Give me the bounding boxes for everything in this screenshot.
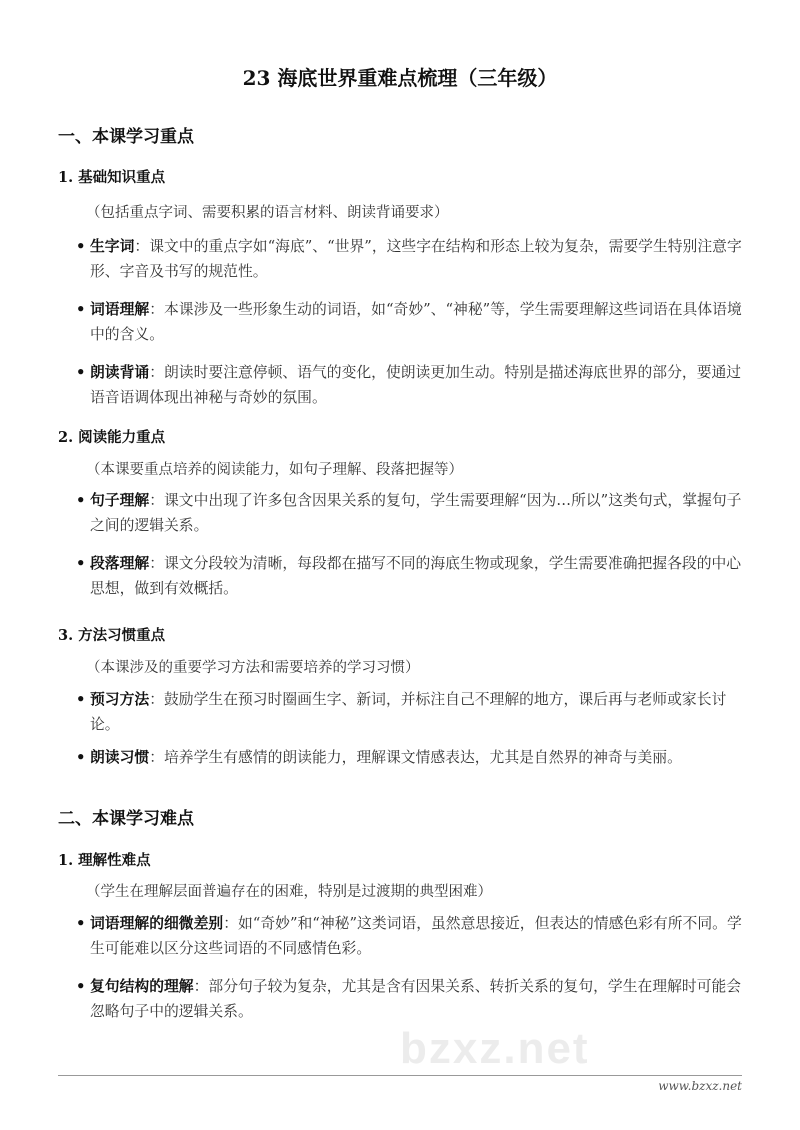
subsection-note: （本课要重点培养的阅读能力，如句子理解、段落把握等） [86, 462, 463, 478]
bullet-icon: • [76, 364, 86, 381]
item-term: 句子理解 [90, 492, 150, 509]
item-term: 生字词 [90, 238, 135, 255]
item-text: ：鼓励学生在预习时圈画生字、新词，并标注自己不理解的地方，课后再与老师或家长讨论。 [90, 691, 727, 733]
footer-url: www.bzxz.net [658, 1079, 742, 1093]
item-text: ：如“奇妙”和“神秘”这类词语，虽然意思接近，但表达的情感色彩有所不同。学生可能难以区分这些词语的不同感情色彩。 [90, 915, 742, 957]
bullet-icon: • [76, 978, 86, 995]
list-item [76, 551, 746, 601]
footer-divider [58, 1075, 742, 1076]
section-heading: 一、本课学习重点 [58, 127, 194, 147]
subsection-note: （本课涉及的重要学习方法和需要培养的学习习惯） [86, 660, 420, 676]
list-item [76, 488, 746, 538]
bullet-icon: • [76, 301, 86, 318]
watermark: bzxz.net [400, 1024, 590, 1073]
item-text: ：朗读时要注意停顿、语气的变化，使朗读更加生动。特别是描述海底世界的部分，要通过语音语调体现出神秘与奇妙的氛围。 [90, 364, 742, 406]
subsection-heading: 1. 基础知识重点 [58, 169, 166, 186]
list-item [76, 974, 746, 1024]
document-title: 23 海底世界重难点梳理（三年级） [242, 66, 558, 90]
list-item [76, 687, 746, 737]
item-term: 朗读背诵 [90, 364, 150, 381]
item-term: 复句结构的理解 [90, 978, 194, 995]
bullet-icon: • [76, 749, 86, 766]
subsection-heading: 3. 方法习惯重点 [58, 627, 166, 644]
item-text: ：课文中的重点字如“海底”、“世界”，这些字在结构和形态上较为复杂，需要学生特别注意字形、字音及书写的规范性。 [90, 238, 742, 280]
subsection-note: （学生在理解层面普遍存在的困难，特别是过渡期的典型困难） [86, 884, 492, 900]
subsection-heading: 1. 理解性难点 [58, 852, 151, 869]
subsection-note: （包括重点字词、需要积累的语言材料、朗读背诵要求） [86, 205, 449, 221]
item-term: 朗读习惯 [90, 749, 150, 766]
item-text: ：课文分段较为清晰，每段都在描写不同的海底生物或现象，学生需要准确把握各段的中心思想，做到有效概括。 [90, 555, 742, 597]
subsection-heading: 2. 阅读能力重点 [58, 429, 166, 446]
item-text: ：课文中出现了许多包含因果关系的复句，学生需要理解“因为…所以”这类句式，掌握句子之间的逻辑关系。 [90, 492, 742, 534]
item-term: 词语理解 [90, 301, 150, 318]
bullet-icon: • [76, 555, 86, 572]
bullet-icon: • [76, 915, 86, 932]
bullet-icon: • [76, 238, 86, 255]
bullet-icon: • [76, 691, 86, 708]
bullet-icon: • [76, 492, 86, 509]
item-term: 段落理解 [90, 555, 150, 572]
list-item [76, 297, 746, 347]
section-heading: 二、本课学习难点 [58, 809, 194, 829]
list-item [76, 234, 746, 284]
list-item [76, 360, 746, 410]
item-term: 词语理解的细微差别 [90, 915, 224, 932]
item-text: ：培养学生有感情的朗读能力，理解课文情感表达，尤其是自然界的神奇与美丽。 [149, 749, 682, 766]
list-item [76, 745, 746, 770]
item-term: 预习方法 [90, 691, 150, 708]
item-text: ：本课涉及一些形象生动的词语，如“奇妙”、“神秘”等，学生需要理解这些词语在具体语境中的含义。 [90, 301, 742, 343]
list-item [76, 911, 746, 961]
item-text: ：部分句子较为复杂，尤其是含有因果关系、转折关系的复句，学生在理解时可能会忽略句子中的逻辑关系。 [90, 978, 742, 1020]
